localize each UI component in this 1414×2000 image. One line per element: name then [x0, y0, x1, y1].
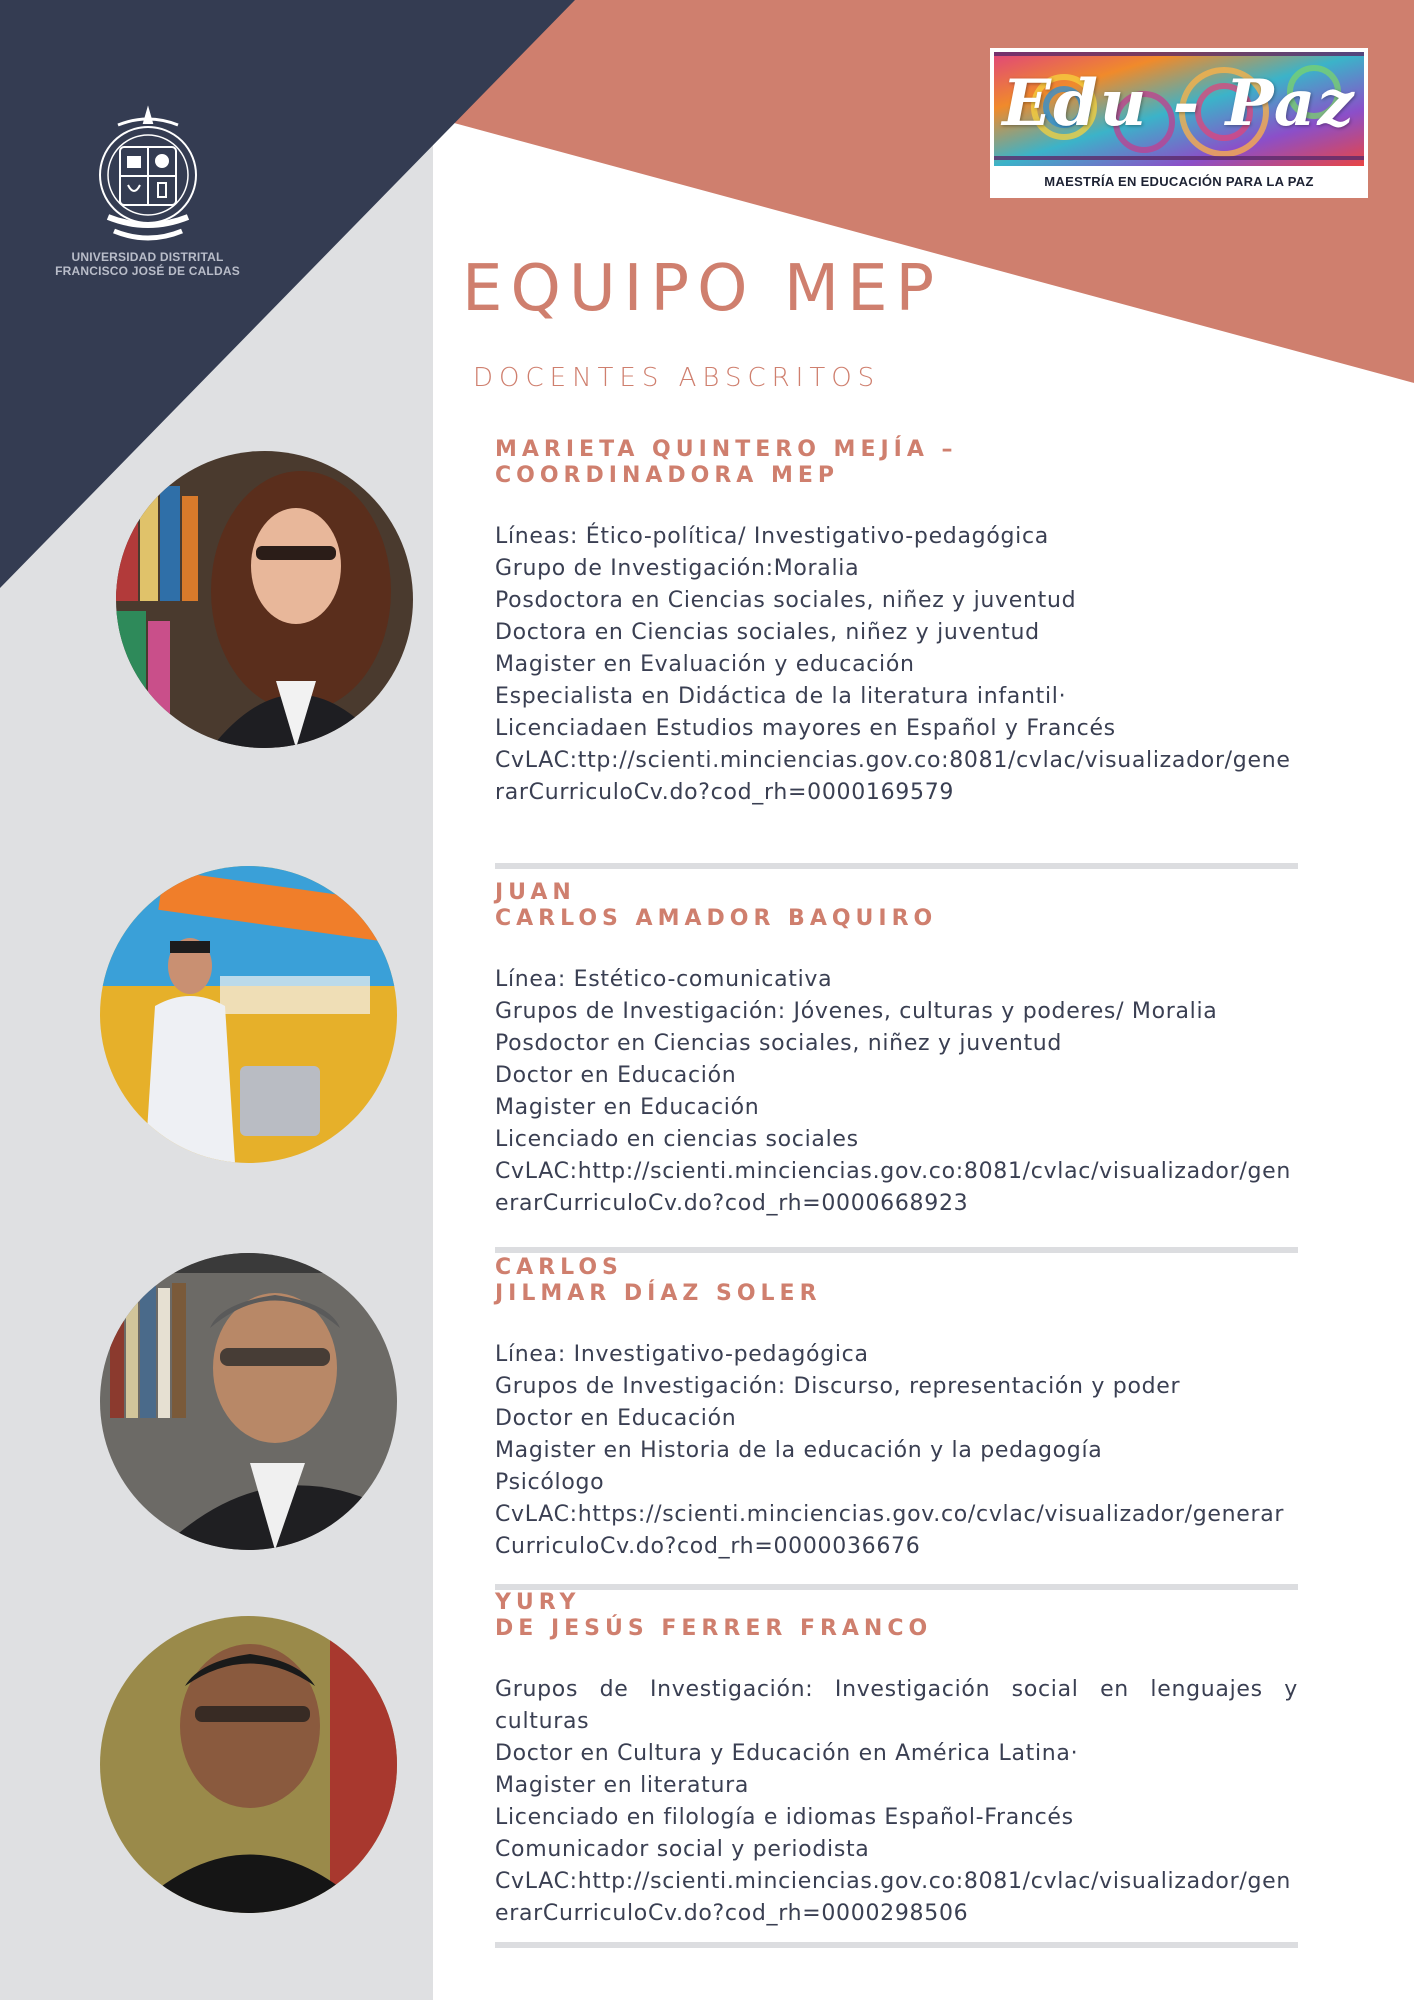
cvlac-link[interactable]: CvLAC:https://scienti.minciencias.gov.co/cvlac/visualizador/generar	[495, 1502, 1285, 1527]
member-photo-1	[116, 451, 413, 748]
member-name-line2: DE JESÚS FERRER FRANCO	[495, 1616, 933, 1641]
member-photo-4	[100, 1616, 397, 1913]
member-detail: Grupos de Investigación: Jóvenes, culturas y poderes/ Moralia	[495, 999, 1218, 1024]
member-name-line1: CARLOS	[495, 1255, 623, 1280]
member-detail: Magister en Evaluación y educación	[495, 652, 915, 677]
member-detail: Licenciado en ciencias sociales	[495, 1127, 859, 1152]
member-detail: Especialista en Didáctica de la literatura infantil·	[495, 684, 1067, 709]
member-detail: Doctor en Educación	[495, 1406, 737, 1431]
member-card-2	[495, 880, 1298, 1220]
section-divider	[495, 863, 1298, 869]
section-divider	[495, 1942, 1298, 1948]
cvlac-link[interactable]: erarCurriculoCv.do?cod_rh=0000298506	[495, 1901, 969, 1926]
member-detail: Doctor en Educación	[495, 1063, 737, 1088]
university-logo	[50, 105, 245, 295]
member-name-line2: COORDINADORA MEP	[495, 463, 840, 488]
member-name-line1: YURY	[495, 1590, 581, 1615]
member-detail: Línea: Estético-comunicativa	[495, 967, 833, 992]
member-name-line2: CARLOS AMADOR BAQUIRO	[495, 906, 938, 931]
member-detail: Grupos de Investigación: Investigación social en lenguajes y	[495, 1677, 1298, 1702]
section-divider	[495, 1247, 1298, 1253]
member-detail: Líneas: Ético-política/ Investigativo-pedagógica	[495, 524, 1049, 549]
cvlac-link[interactable]: CvLAC:http://scienti.minciencias.gov.co:8081/cvlac/visualizador/gen	[495, 1159, 1291, 1184]
member-detail: Magister en Educación	[495, 1095, 760, 1120]
cvlac-link[interactable]: CvLAC:ttp://scienti.minciencias.gov.co:8081/cvlac/visualizador/gene	[495, 748, 1291, 773]
member-detail: Magister en Historia de la educación y la pedagogía	[495, 1438, 1103, 1463]
university-name-line2: FRANCISCO JOSÉ DE CALDAS	[55, 264, 240, 278]
page-subtitle: DOCENTES ABSCRITOS	[473, 363, 881, 393]
member-detail: Doctora en Ciencias sociales, niñez y juventud	[495, 620, 1040, 645]
member-detail: Magister en literatura	[495, 1773, 750, 1798]
university-crest-icon	[88, 105, 208, 250]
cvlac-link[interactable]: erarCurriculoCv.do?cod_rh=0000668923	[495, 1191, 969, 1216]
member-card-1	[495, 437, 1298, 809]
cvlac-link[interactable]: CvLAC:http://scienti.minciencias.gov.co:8081/cvlac/visualizador/gen	[495, 1869, 1291, 1894]
member-card-3	[495, 1255, 1298, 1563]
member-detail: Psicólogo	[495, 1470, 605, 1495]
member-detail: Línea: Investigativo-pedagógica	[495, 1342, 869, 1367]
edupaz-wordmark: Edu - Paz	[1002, 66, 1356, 141]
member-detail: Licenciadaen Estudios mayores en Español y Francés	[495, 716, 1116, 741]
member-detail: Licenciado en filología e idiomas Español-Francés	[495, 1805, 1074, 1830]
member-detail: Comunicador social y periodista	[495, 1837, 870, 1862]
member-photo-2	[100, 866, 397, 1163]
edupaz-subtitle: MAESTRÍA EN EDUCACIÓN PARA LA PAZ	[1044, 174, 1314, 189]
cvlac-link[interactable]: CurriculoCv.do?cod_rh=0000036676	[495, 1534, 921, 1559]
edupaz-logo	[990, 48, 1368, 198]
member-detail: culturas	[495, 1709, 590, 1734]
member-photo-3	[100, 1253, 397, 1550]
member-detail: Posdoctor en Ciencias sociales, niñez y juventud	[495, 1031, 1063, 1056]
member-detail: Doctor en Cultura y Educación en América Latina·	[495, 1741, 1079, 1766]
member-detail: Posdoctora en Ciencias sociales, niñez y juventud	[495, 588, 1077, 613]
member-detail: Grupos de Investigación: Discurso, representación y poder	[495, 1374, 1181, 1399]
member-detail: Grupo de Investigación:Moralia	[495, 556, 860, 581]
page-title: EQUIPO MEP	[462, 252, 943, 326]
member-card-4	[495, 1590, 1298, 1930]
edupaz-yarn-art	[994, 52, 1364, 166]
member-name-line1: JUAN	[495, 880, 576, 905]
member-name-line1: MARIETA QUINTERO MEJÍA –	[495, 437, 958, 462]
university-name-line1: UNIVERSIDAD DISTRITAL	[71, 250, 224, 264]
member-name-line2: JILMAR DÍAZ SOLER	[495, 1281, 822, 1306]
cvlac-link[interactable]: rarCurriculoCv.do?cod_rh=0000169579	[495, 780, 955, 805]
